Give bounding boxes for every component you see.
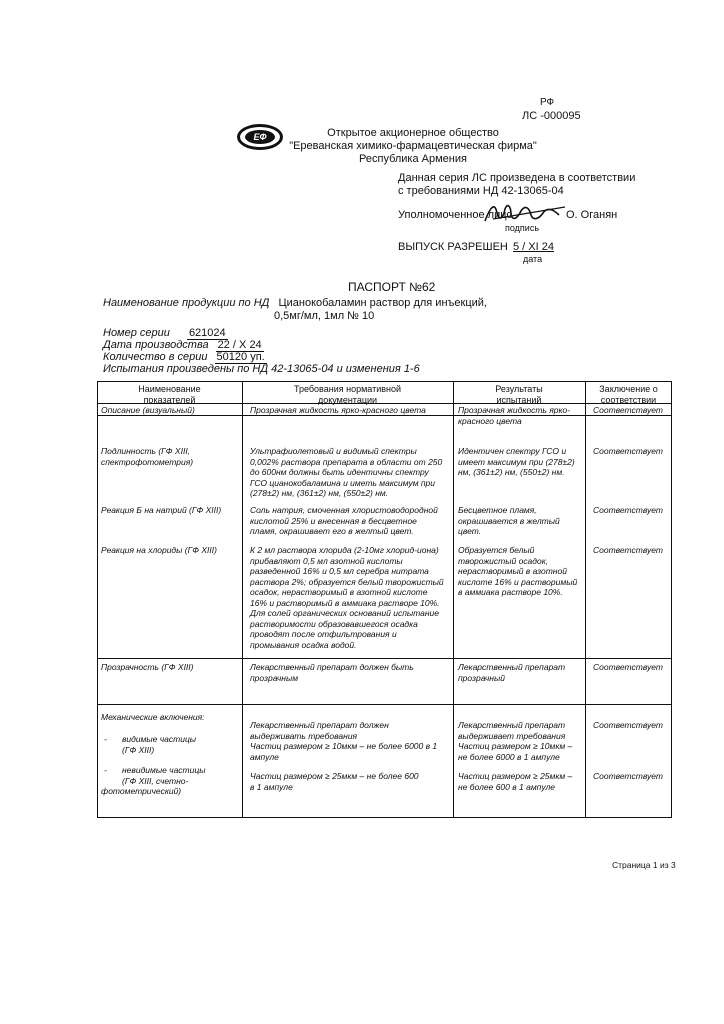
identity-indicator: [101, 446, 193, 467]
mechanical-result-line: Частиц размером ≥ 25мкм –: [458, 771, 573, 781]
sodium-requirement: [250, 505, 438, 537]
header-requirement-line-2: документации: [317, 395, 378, 405]
mechanical-conclusion-invisible: Соответствует: [593, 771, 663, 781]
sodium-indicator: Реакция Б на натрий (ГФ XIII): [101, 505, 222, 515]
mechanical-requirement-line: Частиц размером ≥ 10мкм – не более 6000 в 1: [250, 741, 438, 751]
compliance-note-line-2: с требованиями НД 42-13065-04: [398, 185, 564, 197]
sodium-requirement-line: Соль натрия, смоченная хлористоводородной: [250, 505, 438, 515]
quantity-value: 50120 уп.: [216, 351, 265, 363]
authorized-person-label: Уполномоченное лицо: [398, 209, 513, 221]
identity-requirement-line: (278±2) нм, (361±2) нм, (550±2) нм.: [250, 488, 389, 498]
chlorides-requirement-line: растворимости образовавшегося осадка: [250, 618, 418, 629]
chlorides-requirement-line: К 2 мл раствора хлорида (2-10мг хлорид-иона): [250, 545, 439, 555]
logo-text: ЕФ: [245, 130, 275, 144]
identity-result-line: имеет максимум при (278±2): [458, 456, 575, 467]
table-column-divider: [585, 381, 586, 818]
invisible-particles-indicator: [101, 765, 205, 797]
product-name-line-1: Цианокобаламин раствор для инъекций,: [278, 297, 487, 309]
company-line-2: "Ереванская химико-фармацевтическая фирма": [289, 140, 537, 152]
description-result: [458, 405, 570, 426]
chlorides-conclusion: Соответствует: [593, 545, 663, 555]
clarity-indicator: Прозрачность (ГФ XIII): [101, 662, 194, 672]
identity-indicator-line-2: спектрофотометрия): [101, 456, 194, 467]
visible-particles-dash: -: [104, 734, 107, 744]
company-logo: [237, 124, 283, 150]
chlorides-requirement-line: Для солей органических оснований испытание: [250, 608, 440, 618]
invisible-particles-line: (ГФ XIII, счетно-: [122, 775, 189, 786]
chlorides-requirement-line: 16% и растворимый в аммиака растворе 10%.: [250, 597, 440, 608]
chlorides-result-line: нерастворимый в азотной: [458, 566, 567, 576]
chlorides-requirement-line: прибавляют 0,5 мл азотной кислоты: [250, 555, 403, 566]
chlorides-requirement-line: осадок, нерастворимый в азотной кислоте: [250, 587, 428, 597]
clarity-conclusion: Соответствует: [593, 662, 663, 672]
header-requirement-line-1: Требования нормативной: [293, 384, 402, 394]
chlorides-result-line: Образуется белый: [458, 545, 535, 555]
release-label: ВЫПУСК РАЗРЕШЕН: [398, 241, 508, 253]
mechanical-requirement-line: выдерживать требования: [250, 730, 358, 741]
visible-particles-line: видимые частицы: [122, 734, 197, 744]
mechanical-result-line: Лекарственный препарат: [458, 720, 566, 730]
header-result-line-1: Результаты: [495, 384, 543, 394]
mechanical-result-line: не более 600 в 1 ампуле: [458, 781, 556, 792]
mechanical-result-invisible: [458, 771, 572, 792]
visible-particles-line: (ГФ XIII): [122, 744, 155, 755]
chlorides-requirement-line: промывания осадка водой.: [250, 639, 357, 650]
chlorides-requirement: [250, 545, 444, 650]
header-conclusion-line-2: соответствии: [600, 395, 657, 405]
mechanical-requirement-line: в 1 ампуле: [250, 781, 293, 792]
chlorides-requirement-line: проводят после отфильтрования и: [250, 629, 397, 639]
mechanical-result-line: не более 6000 в 1 ампуле: [458, 751, 560, 762]
clarity-requirement: [250, 662, 414, 683]
mechanical-result-line: Частиц размером ≥ 10мкм –: [458, 741, 573, 751]
identity-requirement: [250, 446, 442, 499]
company-line-1: Открытое акционерное общество: [327, 127, 499, 139]
header-indicator-line-1: Наименование: [138, 384, 201, 394]
clarity-result: [458, 662, 565, 683]
identity-result-line: нм, (361±2) нм, (550±2) нм.: [458, 467, 565, 477]
mechanical-requirement-line: Частиц размером ≥ 25мкм – не более 600: [250, 771, 419, 781]
product-label: Наименование продукции по НД: [103, 297, 270, 309]
mechanical-requirement-invisible: [250, 771, 419, 792]
identity-conclusion: Соответствует: [593, 446, 663, 456]
mechanical-requirement-line: ампуле: [250, 751, 279, 762]
description-result-line-1: Прозрачная жидкость ярко-: [458, 405, 571, 415]
manufacture-value: 22 / X 24: [217, 339, 262, 351]
chlorides-result: [458, 545, 577, 598]
clarity-requirement-line: прозрачным: [250, 672, 299, 683]
company-line-3: Республика Армения: [359, 153, 467, 165]
sodium-conclusion: Соответствует: [593, 505, 663, 515]
mechanical-conclusion-visible: Соответствует: [593, 720, 663, 730]
manufacture-label: Дата производства: [103, 339, 209, 351]
header-conclusion: [585, 384, 672, 406]
identity-result-line: Идентичен спектру ГСО и: [458, 446, 567, 456]
table-column-divider: [453, 381, 454, 818]
description-indicator: Описание (визуальный): [101, 405, 195, 415]
description-conclusion: Соответствует: [593, 405, 663, 415]
product-name-line-2: 0,5мг/мл, 1мл № 10: [274, 310, 375, 322]
sodium-requirement-line: пламя, окрашивает его в желтый цвет.: [250, 526, 414, 536]
sodium-result-line: цвет.: [458, 526, 482, 536]
series-label: Номер серии: [103, 327, 170, 339]
invisible-particles-line: фотометрический): [101, 786, 182, 796]
signature-caption: подпись: [505, 223, 540, 233]
sodium-result-line: Бесцветное пламя,: [458, 505, 537, 515]
header-requirement: [242, 384, 453, 406]
tests-performed: Испытания произведены по НД 42-13065-04 и изменения 1-6: [103, 363, 420, 375]
invisible-particles-line: невидимые частицы: [122, 765, 206, 775]
visible-particles-indicator: [122, 734, 196, 755]
release-date: 5 / XI 24: [513, 241, 554, 253]
series-value: 621024: [188, 327, 226, 339]
quantity-row: [103, 351, 267, 363]
header-conclusion-line-1: Заключение о: [599, 384, 658, 394]
clarity-result-line: Лекарственный препарат: [458, 662, 566, 672]
series-row: [103, 327, 228, 339]
chlorides-requirement-line: разведенной 16% и 0,5 мл серебра нитрата: [250, 566, 429, 576]
mechanical-requirement: [250, 720, 437, 762]
compliance-note-line-1: Данная серия ЛС произведена в соответствии: [398, 172, 636, 184]
header-result: [453, 384, 585, 406]
sodium-result-line: окрашивается в желтый: [458, 515, 560, 526]
clarity-result-line: прозрачный: [458, 672, 505, 683]
date-caption: дата: [523, 254, 543, 264]
company-block: [288, 127, 538, 166]
manufacture-row: [103, 339, 264, 351]
identity-indicator-line-1: Подлинность (ГФ XIII,: [101, 446, 191, 456]
mechanical-requirement-line: Лекарственный препарат должен: [250, 720, 389, 730]
product-name-row: [103, 297, 487, 309]
registration-number: ЛС -000095: [522, 110, 581, 122]
invisible-particles-dash: -: [104, 765, 107, 775]
signer-name: О. Оганян: [566, 209, 618, 221]
sodium-requirement-line: кислотой 25% и внесенная в бесцветное: [250, 515, 417, 526]
country-code: РФ: [540, 97, 555, 108]
identity-requirement-line: 0,002% раствора препарата в области от 250: [250, 456, 443, 467]
identity-requirement-line: Ультрафиолетовый и видимый спектры: [250, 446, 417, 456]
chlorides-result-line: в аммиака растворе 10%.: [458, 587, 563, 597]
header-indicator: [97, 384, 242, 406]
identity-result: [458, 446, 575, 478]
chlorides-result-line: творожистый осадок,: [458, 555, 549, 566]
identity-requirement-line: ГСО цианокобаламина и иметь максимум при: [250, 477, 436, 488]
series-compliance-note: [398, 172, 635, 198]
mechanical-result-line: выдерживает требования: [458, 730, 566, 741]
mechanical-indicator: Механические включения:: [101, 712, 205, 722]
chlorides-result-line: кислоте 16% и растворимый: [458, 576, 578, 587]
page-number: Страница 1 из 3: [612, 860, 676, 870]
header-result-line-2: испытаний: [496, 395, 542, 405]
description-requirement: Прозрачная жидкость ярко-красного цвета: [250, 405, 426, 415]
header-indicator-line-2: показателей: [143, 395, 196, 405]
passport-title: ПАСПОРТ №62: [348, 280, 436, 294]
identity-requirement-line: до 600нм должны быть идентичны спектру: [250, 467, 429, 477]
sodium-result: [458, 505, 560, 537]
chlorides-requirement-line: раствора 2%; образуется белый творожистый: [250, 576, 444, 587]
chlorides-indicator: Реакция на хлориды (ГФ XIII): [101, 545, 217, 555]
clarity-requirement-line: Лекарственный препарат должен быть: [250, 662, 414, 672]
mechanical-result: [458, 720, 572, 762]
table-column-divider: [242, 381, 243, 818]
description-result-line-2: красного цвета: [458, 415, 522, 426]
quantity-label: Количество в серии: [103, 351, 208, 363]
